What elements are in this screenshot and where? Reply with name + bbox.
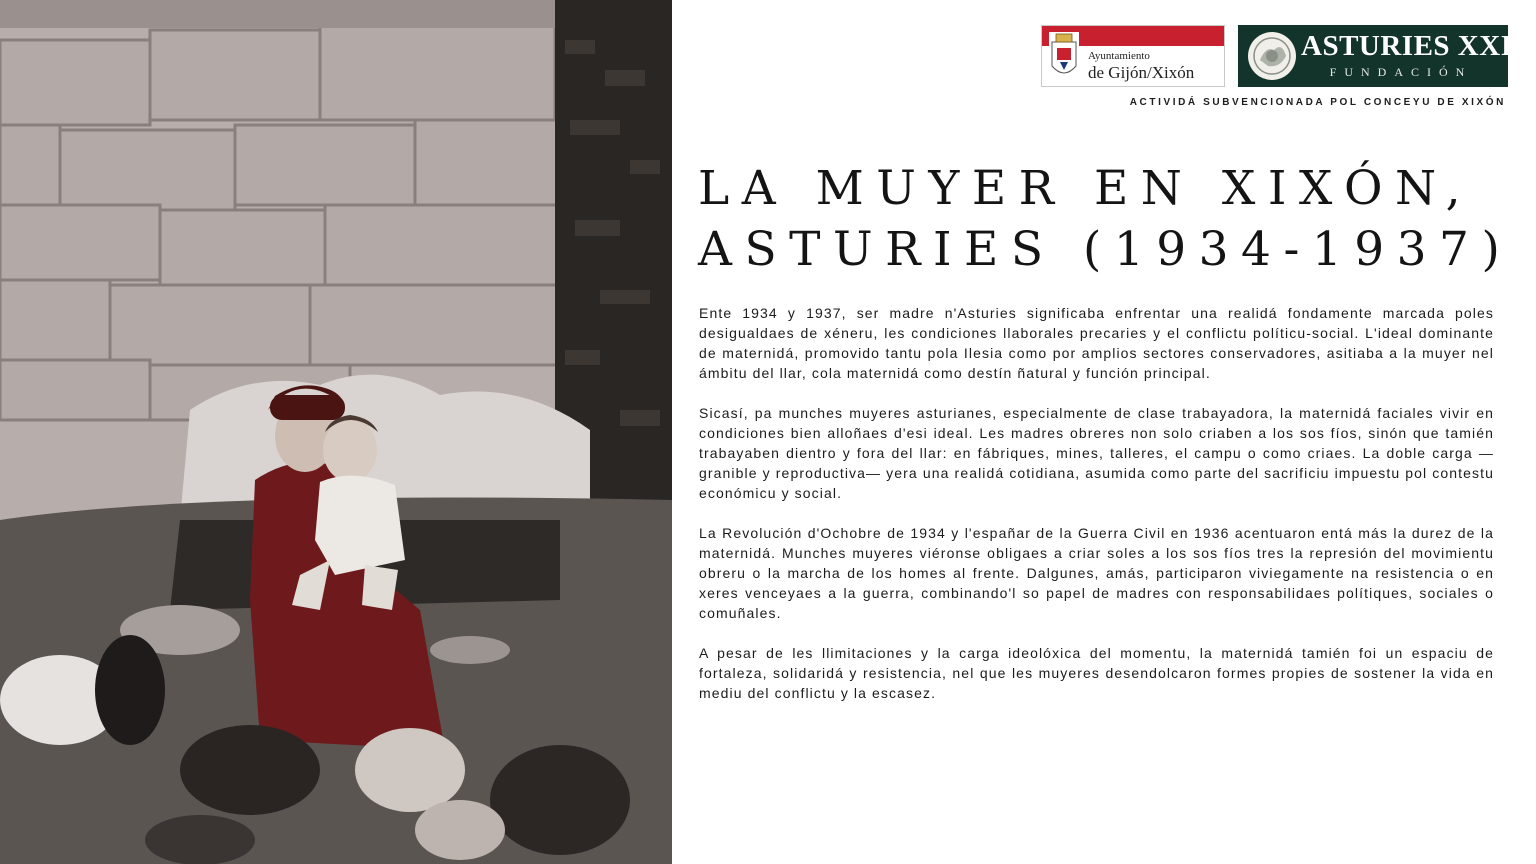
gijon-logo: [1041, 25, 1225, 87]
paragraph: A pesar de les llimitaciones y la carga ideolóxica del momentu, la maternidá tamién foi un espaciu de fortaleza, solidaridá y resistencia, nel que les muyeres desendolcaron formes propies de sostener la vida en mediu del conflictu y la escasez.: [699, 645, 1494, 701]
gijon-logo-line1: Ayuntamiento: [1088, 50, 1150, 62]
historical-photo: [0, 0, 672, 864]
paragraph: Sicasí, pa munches muyeres asturianes, especialmente de clase trabayadora, la maternidá faciales vivir en condiciones bien alloñaes d'esi ideal. Les madres obreres non solo criaben a los sos fíos, sinón que tamién trabayaben dientro y fora del llar: en fábriques, mines, talleres, el campu o como criaes. La doble carga —granible y reproductiva— yera una realidá cotidiana, asumida como parte del sacrificiu impuestu pol contestu económicu y social.: [699, 405, 1494, 501]
stone-wall: [0, 25, 565, 420]
asturies-logo-subtitle: FUNDACIÓN: [1329, 65, 1473, 79]
body-text: [699, 303, 1494, 723]
asturies-xxi-logo: [1238, 25, 1513, 87]
gijon-logo-line2: de Gijón/Xixón: [1088, 63, 1195, 82]
paragraph: La Revolución d'Ochobre de 1934 y l'españar de la Guerra Civil en 1936 acentuaron entá más la durez de la maternidá. Munches muyeres viéronse obligaes a criar soles a los sos fíos tres la represión del movimientu obreru o la marcha de los homes al frente. Dalgunes, amás, participaron viviegamente na resistencia o en xeres venceyaes a la guerra, combinando'l so papel de madres con responsabilidaes polítiques, sociales o comuñales.: [699, 525, 1494, 621]
gijon-crest-icon: [1049, 32, 1079, 82]
asturies-logo-name: ASTURIES XXI: [1301, 30, 1513, 62]
title-line-2: ASTURIES (1934-1937): [698, 222, 1513, 277]
asturies-emblem-icon: [1246, 30, 1298, 82]
subvention-note: ACTIVIDÁ SUBVENCIONADA POL CONCEYU DE XIXÓN: [1129, 97, 1506, 108]
title-line-1: LA MUYER EN XIXÓN,: [698, 161, 1474, 216]
page-title: [698, 158, 1518, 280]
paragraph: Ente 1934 y 1937, ser madre n'Asturies significaba enfrentar una realidá fondamente marcada poles desigualdaes de xéneru, les condiciones llaborales precaries y el conflictu políticu-social. L'ideal dominante de maternidá, promovido tantu pola Ilesia como por amplios sectores conservadores, asitiaba a la muyer nel ámbitu del llar, cola maternidá como destín ñatural y función principal.: [699, 305, 1494, 381]
